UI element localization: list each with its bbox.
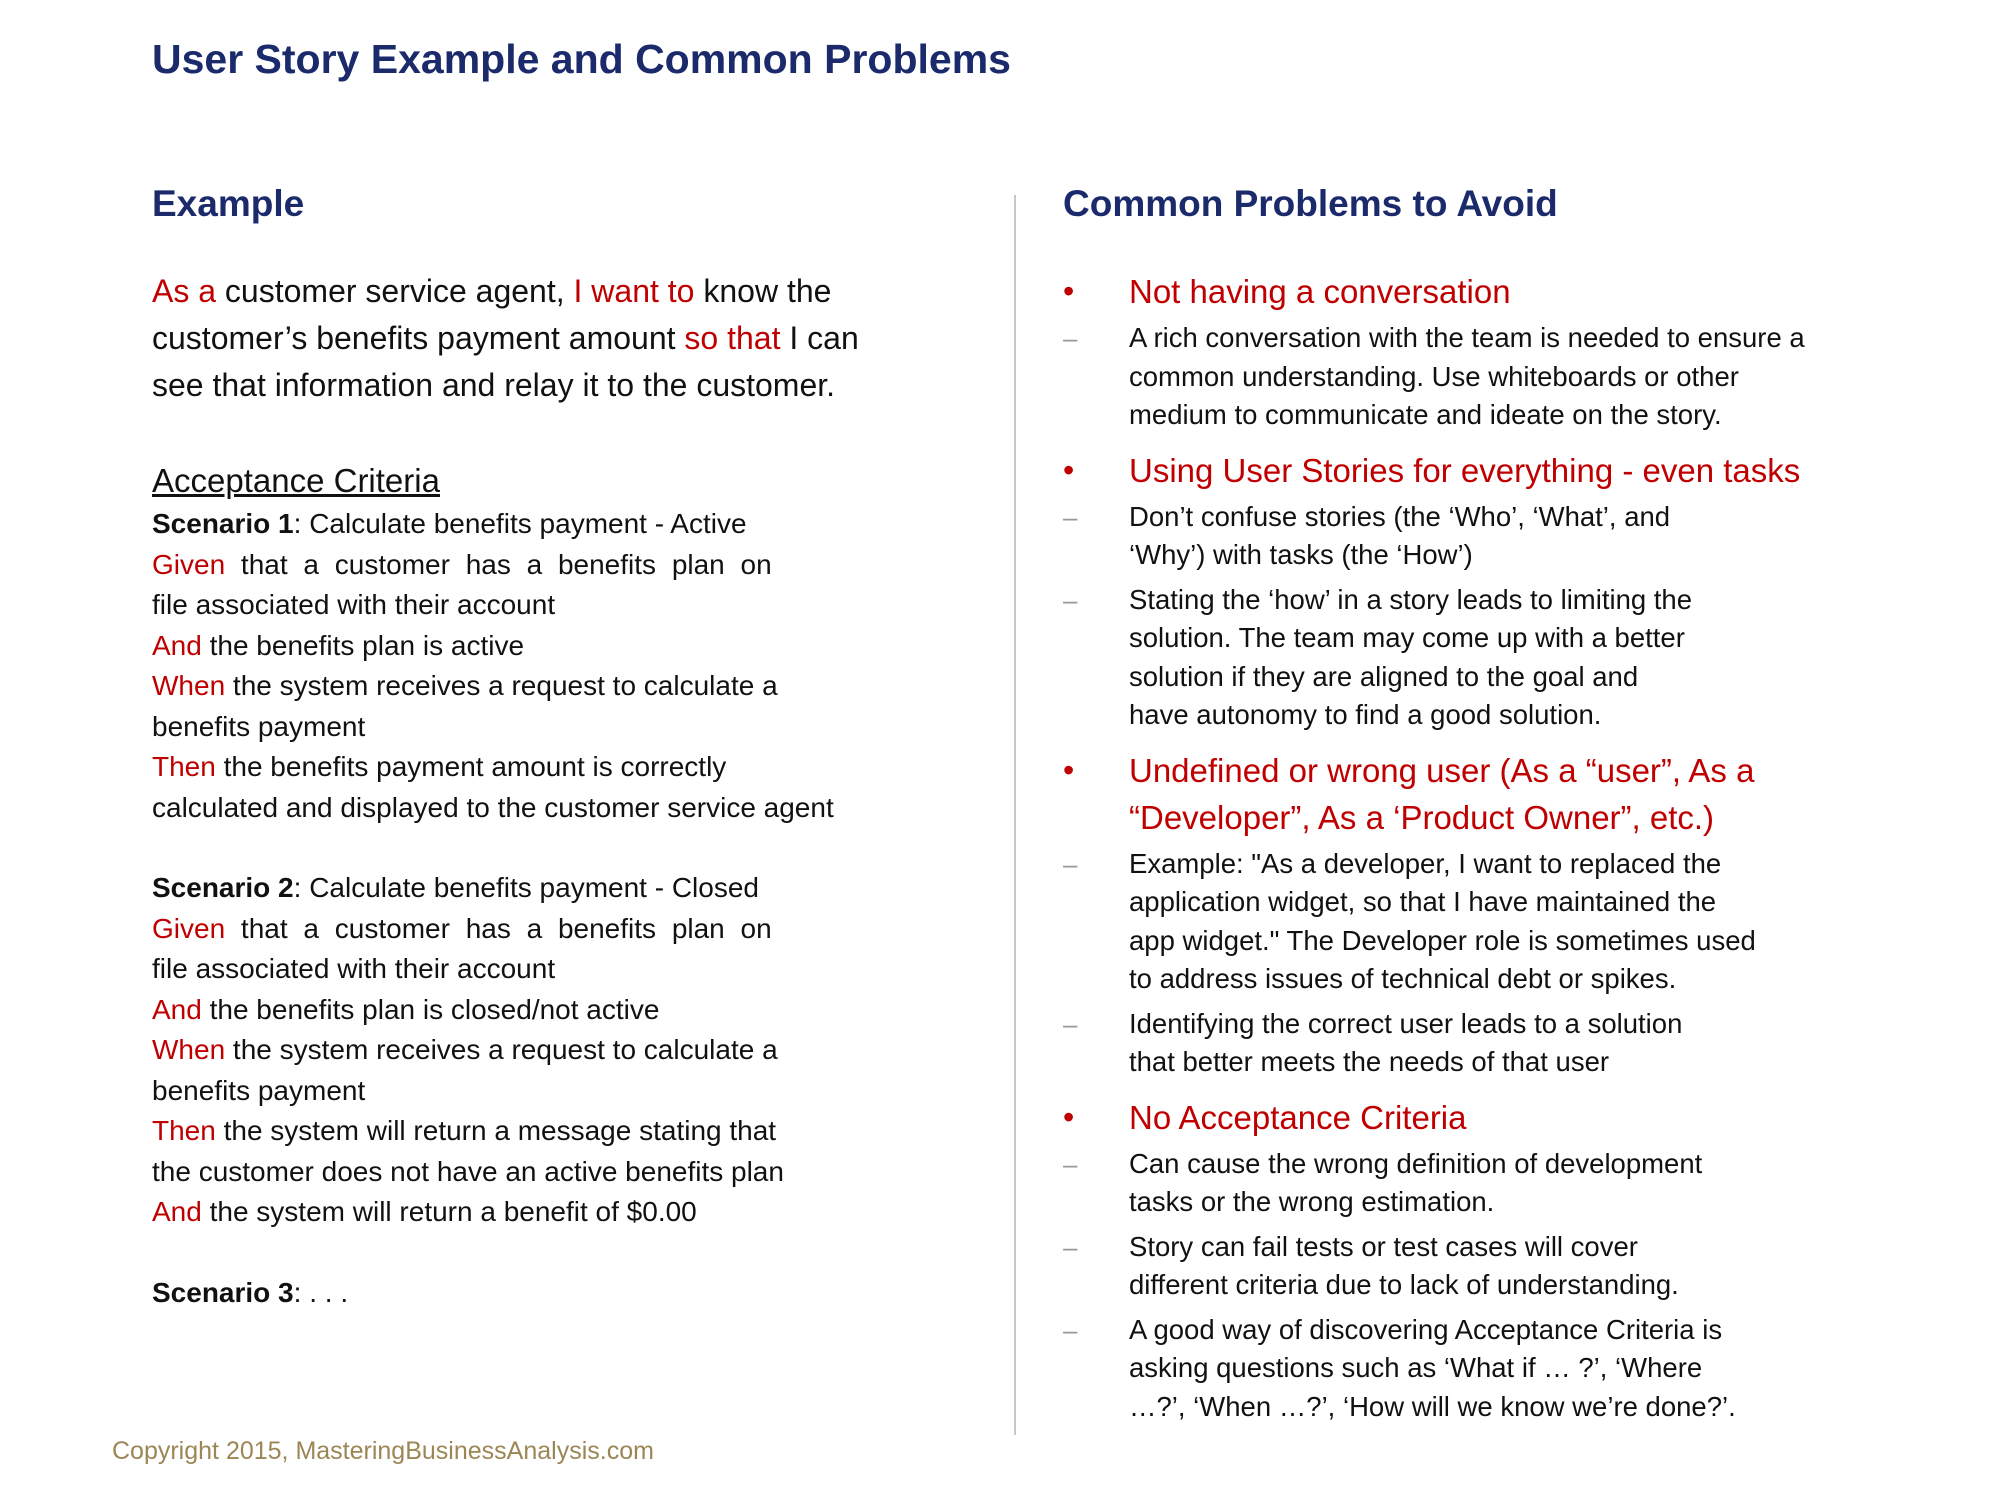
scenario-title-rest: : Calculate benefits payment - Active bbox=[293, 508, 747, 539]
bullet-icon: • bbox=[1063, 451, 1075, 488]
scenario-title-rest: : . . . bbox=[293, 1276, 349, 1308]
problem-title-line: “Developer”, As a ‘Product Owner”, etc.) bbox=[1129, 798, 1715, 836]
problem-detail-text bbox=[1129, 319, 1805, 435]
dash-icon: – bbox=[1063, 848, 1078, 879]
dash-icon: – bbox=[1063, 584, 1078, 615]
story-so-that: so that bbox=[684, 320, 781, 356]
problem-title-row bbox=[1063, 1094, 1903, 1141]
problem-detail-line: tasks or the wrong estimation. bbox=[1129, 1186, 1495, 1217]
given-keyword: Given bbox=[152, 912, 226, 944]
story-benefit-2: see that information and relay it to the customer. bbox=[152, 367, 836, 403]
scenario-label: Scenario 3 bbox=[152, 1276, 294, 1308]
user-story bbox=[152, 268, 952, 409]
problem-detail-line: Stating the ‘how’ in a story leads to limiting the bbox=[1129, 583, 1693, 615]
story-i-want-to: I want to bbox=[573, 273, 695, 309]
dash-icon: – bbox=[1063, 1231, 1078, 1262]
given-keyword: Given bbox=[152, 548, 226, 580]
problem-detail-line: to address issues of technical debt or spikes. bbox=[1129, 963, 1677, 994]
problem-title bbox=[1129, 1094, 1467, 1141]
problem-item bbox=[1063, 747, 1903, 1082]
scenario-title-rest: : Calculate benefits payment - Closed bbox=[293, 872, 759, 903]
problem-item bbox=[1063, 1094, 1903, 1427]
problem-detail-text bbox=[1129, 1228, 1679, 1305]
dash-icon: – bbox=[1063, 501, 1078, 532]
problem-detail-line: common understanding. Use whiteboards or other bbox=[1129, 360, 1739, 392]
problem-detail-text bbox=[1129, 1005, 1682, 1082]
then-keyword: Then bbox=[152, 751, 216, 782]
problem-detail-line: Identifying the correct user leads to a solution bbox=[1129, 1007, 1683, 1039]
problems-column bbox=[1063, 176, 1903, 1438]
problem-title-row bbox=[1063, 268, 1903, 315]
problem-detail-line: different criteria due to lack of understanding. bbox=[1129, 1269, 1679, 1300]
when-keyword: When bbox=[152, 670, 226, 701]
problem-title bbox=[1129, 268, 1511, 315]
given-text: that a customer has a benefits plan on bbox=[225, 912, 772, 944]
then-line bbox=[152, 747, 952, 788]
bullet-icon: • bbox=[1063, 273, 1075, 309]
scenario-label: Scenario 1 bbox=[152, 508, 294, 539]
problem-detail bbox=[1063, 319, 1903, 435]
given-text-continued: file associated with their account bbox=[152, 589, 556, 620]
problem-item bbox=[1063, 447, 1903, 735]
story-as-a: As a bbox=[152, 273, 217, 309]
scenario-title bbox=[152, 504, 952, 545]
problem-detail-line: Example: "As a developer, I want to replaced the bbox=[1129, 847, 1722, 879]
and-keyword: And bbox=[152, 993, 202, 1025]
when-text: the system receives a request to calculate a bbox=[225, 670, 778, 701]
when-line bbox=[152, 1030, 952, 1071]
problem-detail bbox=[1063, 581, 1903, 735]
and-keyword: And bbox=[152, 629, 202, 661]
problem-detail bbox=[1063, 1005, 1903, 1082]
problem-detail-line: …?’, ‘When …?’, ‘How will we know we’re done?’. bbox=[1129, 1390, 1736, 1422]
problem-detail bbox=[1063, 1228, 1903, 1305]
problem-detail-line: A good way of discovering Acceptance Criteria is bbox=[1129, 1313, 1723, 1345]
then-text: the benefits payment amount is correctly bbox=[215, 751, 727, 782]
when-text: the system receives a request to calculate a bbox=[225, 1034, 778, 1065]
problem-detail-text bbox=[1129, 581, 1692, 735]
column-divider bbox=[1014, 195, 1016, 1435]
problem-detail-line: application widget, so that I have maintained the bbox=[1129, 886, 1717, 917]
and-text: the benefits plan is active bbox=[201, 629, 525, 661]
given-text-continued: file associated with their account bbox=[152, 953, 556, 984]
problem-detail bbox=[1063, 845, 1903, 999]
problem-title bbox=[1129, 747, 1754, 841]
and-line-2 bbox=[152, 1192, 952, 1233]
problem-list bbox=[1063, 268, 1903, 1426]
problem-detail-line: solution if they are aligned to the goal and bbox=[1129, 660, 1639, 692]
scenario-title bbox=[152, 868, 952, 909]
problem-title-row bbox=[1063, 447, 1903, 494]
story-goal-2: customer’s benefits payment amount bbox=[152, 320, 685, 356]
scenario-title bbox=[152, 1273, 952, 1314]
copyright-notice: Copyright 2015, MasteringBusinessAnalysis.com bbox=[112, 1437, 654, 1465]
dash-icon: – bbox=[1063, 1314, 1078, 1345]
problem-item bbox=[1063, 268, 1903, 435]
and-text: the system will return a benefit of $0.00 bbox=[201, 1196, 697, 1227]
when-text-continued: benefits payment bbox=[152, 1074, 366, 1106]
story-goal-1: know the bbox=[694, 273, 832, 309]
problem-title bbox=[1129, 447, 1800, 494]
story-benefit-1: I can bbox=[780, 320, 859, 356]
problem-detail-text bbox=[1129, 498, 1670, 575]
problem-detail-line: Don’t confuse stories (the ‘Who’, ‘What’, and bbox=[1129, 500, 1671, 532]
then-line bbox=[152, 1111, 952, 1152]
scenario-2 bbox=[152, 868, 952, 1233]
scenario-label: Scenario 2 bbox=[152, 872, 294, 903]
example-column bbox=[152, 176, 952, 1353]
when-keyword: When bbox=[152, 1034, 226, 1065]
when-line bbox=[152, 666, 952, 707]
scenario-1 bbox=[152, 504, 952, 828]
problem-detail-text bbox=[1129, 1311, 1736, 1427]
and-text: the benefits plan is closed/not active bbox=[201, 993, 660, 1025]
problem-title-line: Not having a conversation bbox=[1129, 273, 1511, 310]
dash-icon: – bbox=[1063, 1008, 1078, 1039]
slide-title: User Story Example and Common Problems bbox=[152, 36, 1011, 82]
and-line bbox=[152, 990, 952, 1031]
and-keyword: And bbox=[152, 1196, 202, 1227]
problem-detail-line: ‘Why’) with tasks (the ‘How’) bbox=[1129, 539, 1473, 570]
given-line bbox=[152, 909, 952, 950]
problem-detail-line: have autonomy to find a good solution. bbox=[1129, 699, 1602, 730]
problem-detail-line: Story can fail tests or test cases will cover bbox=[1129, 1230, 1638, 1262]
bullet-icon: • bbox=[1063, 1098, 1075, 1135]
given-text: that a customer has a benefits plan on bbox=[225, 548, 772, 580]
problem-detail bbox=[1063, 498, 1903, 575]
then-text-continued: the customer does not have an active benefits plan bbox=[152, 1155, 784, 1187]
dash-icon: – bbox=[1063, 323, 1078, 353]
problem-title-line: No Acceptance Criteria bbox=[1129, 1098, 1467, 1136]
dash-icon: – bbox=[1063, 1148, 1078, 1179]
then-text: the system will return a message stating that bbox=[215, 1115, 777, 1146]
and-line bbox=[152, 626, 952, 667]
bullet-icon: • bbox=[1063, 751, 1075, 788]
problem-detail-line: A rich conversation with the team is needed to ensure a bbox=[1129, 322, 1805, 353]
when-text-continued: benefits payment bbox=[152, 710, 366, 742]
then-keyword: Then bbox=[152, 1115, 216, 1146]
scenario-3 bbox=[152, 1273, 952, 1314]
problem-detail-line: that better meets the needs of that user bbox=[1129, 1046, 1610, 1077]
problem-title-row bbox=[1063, 747, 1903, 841]
story-role: customer service agent, bbox=[216, 273, 574, 309]
problem-detail-text bbox=[1129, 845, 1756, 999]
problem-title-line: Using User Stories for everything - even tasks bbox=[1129, 451, 1801, 489]
problem-detail bbox=[1063, 1311, 1903, 1427]
problem-detail-line: solution. The team may come up with a better bbox=[1129, 622, 1685, 653]
then-text-continued: calculated and displayed to the customer service agent bbox=[152, 791, 834, 823]
example-heading: Example bbox=[152, 183, 305, 224]
problem-detail-line: asking questions such as ‘What if … ?’, ‘Where bbox=[1129, 1352, 1703, 1383]
problem-title-line: Undefined or wrong user (As a “user”, As a bbox=[1129, 751, 1755, 789]
acceptance-criteria-heading: Acceptance Criteria bbox=[152, 462, 440, 499]
problem-detail-line: app widget." The Developer role is sometimes used bbox=[1129, 924, 1756, 956]
problems-heading: Common Problems to Avoid bbox=[1063, 183, 1558, 224]
problem-detail bbox=[1063, 1145, 1903, 1222]
problem-detail-text bbox=[1129, 1145, 1702, 1222]
problem-detail-line: medium to communicate and ideate on the story. bbox=[1129, 399, 1722, 430]
problem-detail-line: Can cause the wrong definition of development bbox=[1129, 1147, 1703, 1179]
given-line bbox=[152, 545, 952, 586]
